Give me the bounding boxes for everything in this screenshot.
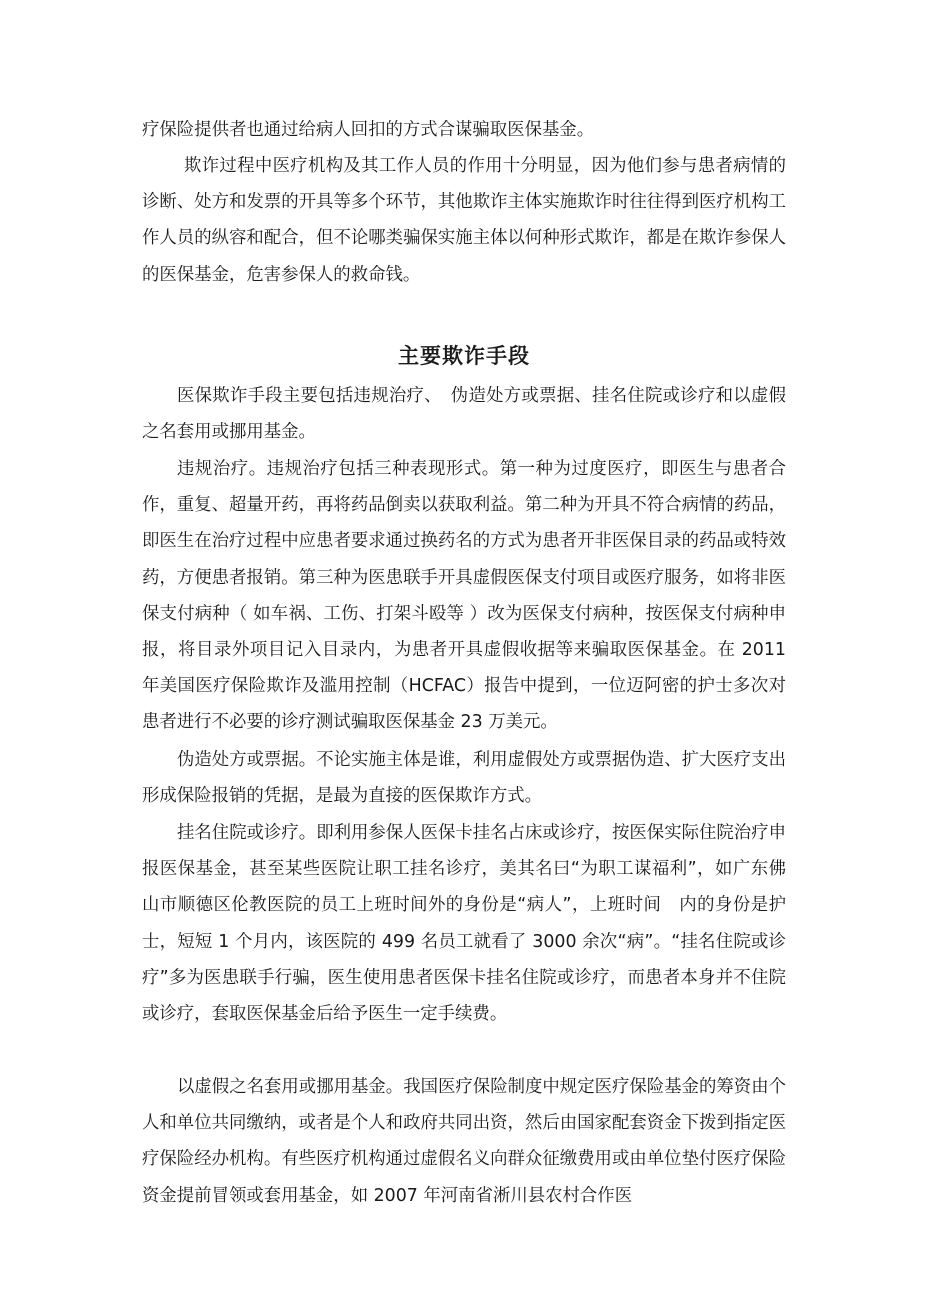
paragraph-continuation: 疗保险提供者也通过给病人回扣的方式合谋骗取医保基金。 (142, 120, 595, 140)
paragraph-nominal-hospitalization: 挂名住院或诊疗。即利用参保人医保卡挂名占床或诊疗，按医保实际住院治疗申报医保基金，甚至某些医院让职工挂名诊疗，美其名曰“为职工谋福利”，如广东佛山市顺德区伦教医院的员工上班时间外的身份是“病人”，上班时间 内的身份是护士，短短 1 个月内，该医院的 499 名员工就看了 3000 余次“病”。“挂名住院或诊疗”多为医患联手行骗，医生使用患者医保卡挂名住院或诊疗，而患者本身并不住院或诊疗，套取医保基金后给予医生一定手续费。 (142, 823, 786, 1025)
paragraph-fund-misuse: 以虚假之名套用或挪用基金。我国医疗保险制度中规定医疗保险基金的筹资由个人和单位共同缴纳，或者是个人和政府共同出资，然后由国家配套资金下拨到指定医疗保险经办机构。有些医疗机构通过虚假名义向群众征缴费用或由单位垫付医疗保险资金提前冒领或套用基金，如 2007 年河南省淅川县农村合作医 (142, 1077, 786, 1206)
section-heading: 主要欺诈手段 (398, 344, 530, 368)
paragraph-forged-prescriptions: 伪造处方或票据。不论实施主体是谁，利用虚假处方或票据伪造、扩大医疗支出形成保险报销的凭据，是最为直接的医保欺诈方式。 (142, 750, 786, 807)
paragraph-violation-treatment: 违规治疗。违规治疗包括三种表现形式。第一种为过度医疗，即医生与患者合作，重复、超量开药，再将药品倒卖以获取利益。第二种为开具不符合病情的药品，即医生在治疗过程中应患者要求通过换药名的方式为患者开非医保目录的药品或特效药，方便患者报销。第三种为医患联手开具虚假医保支付项目或医疗服务，如将非医保支付病种（ 如车祸、工伤、打架斗殴等 ）改为医保支付病种，按医保支付病种申报，将目录外项目记入目录内，为患者开具虚假收据等来骗取医保基金。在 2011 年美国医疗保险欺诈及滥用控制（HCFAC）报告中提到，一位迈阿密的护士多次对患者进行不必要的诊疗测试骗取医保基金 23 万美元。 (142, 459, 786, 733)
paragraph-fraud-methods-intro: 医保欺诈手段主要包括违规治疗、 伪造处方或票据、挂名住院或诊疗和以虚假之名套用或挪用基金。 (142, 386, 786, 443)
paragraph-institution-role: 欺诈过程中医疗机构及其工作人员的作用十分明显，因为他们参与患者病情的诊断、处方和发票的开具等多个环节，其他欺诈主体实施欺诈时往往得到医疗机构工作人员的纵容和配合，但不论哪类骗保实施主体以何种形式欺诈，都是在欺诈参保人的医保基金，危害参保人的救命钱。 (142, 156, 786, 285)
